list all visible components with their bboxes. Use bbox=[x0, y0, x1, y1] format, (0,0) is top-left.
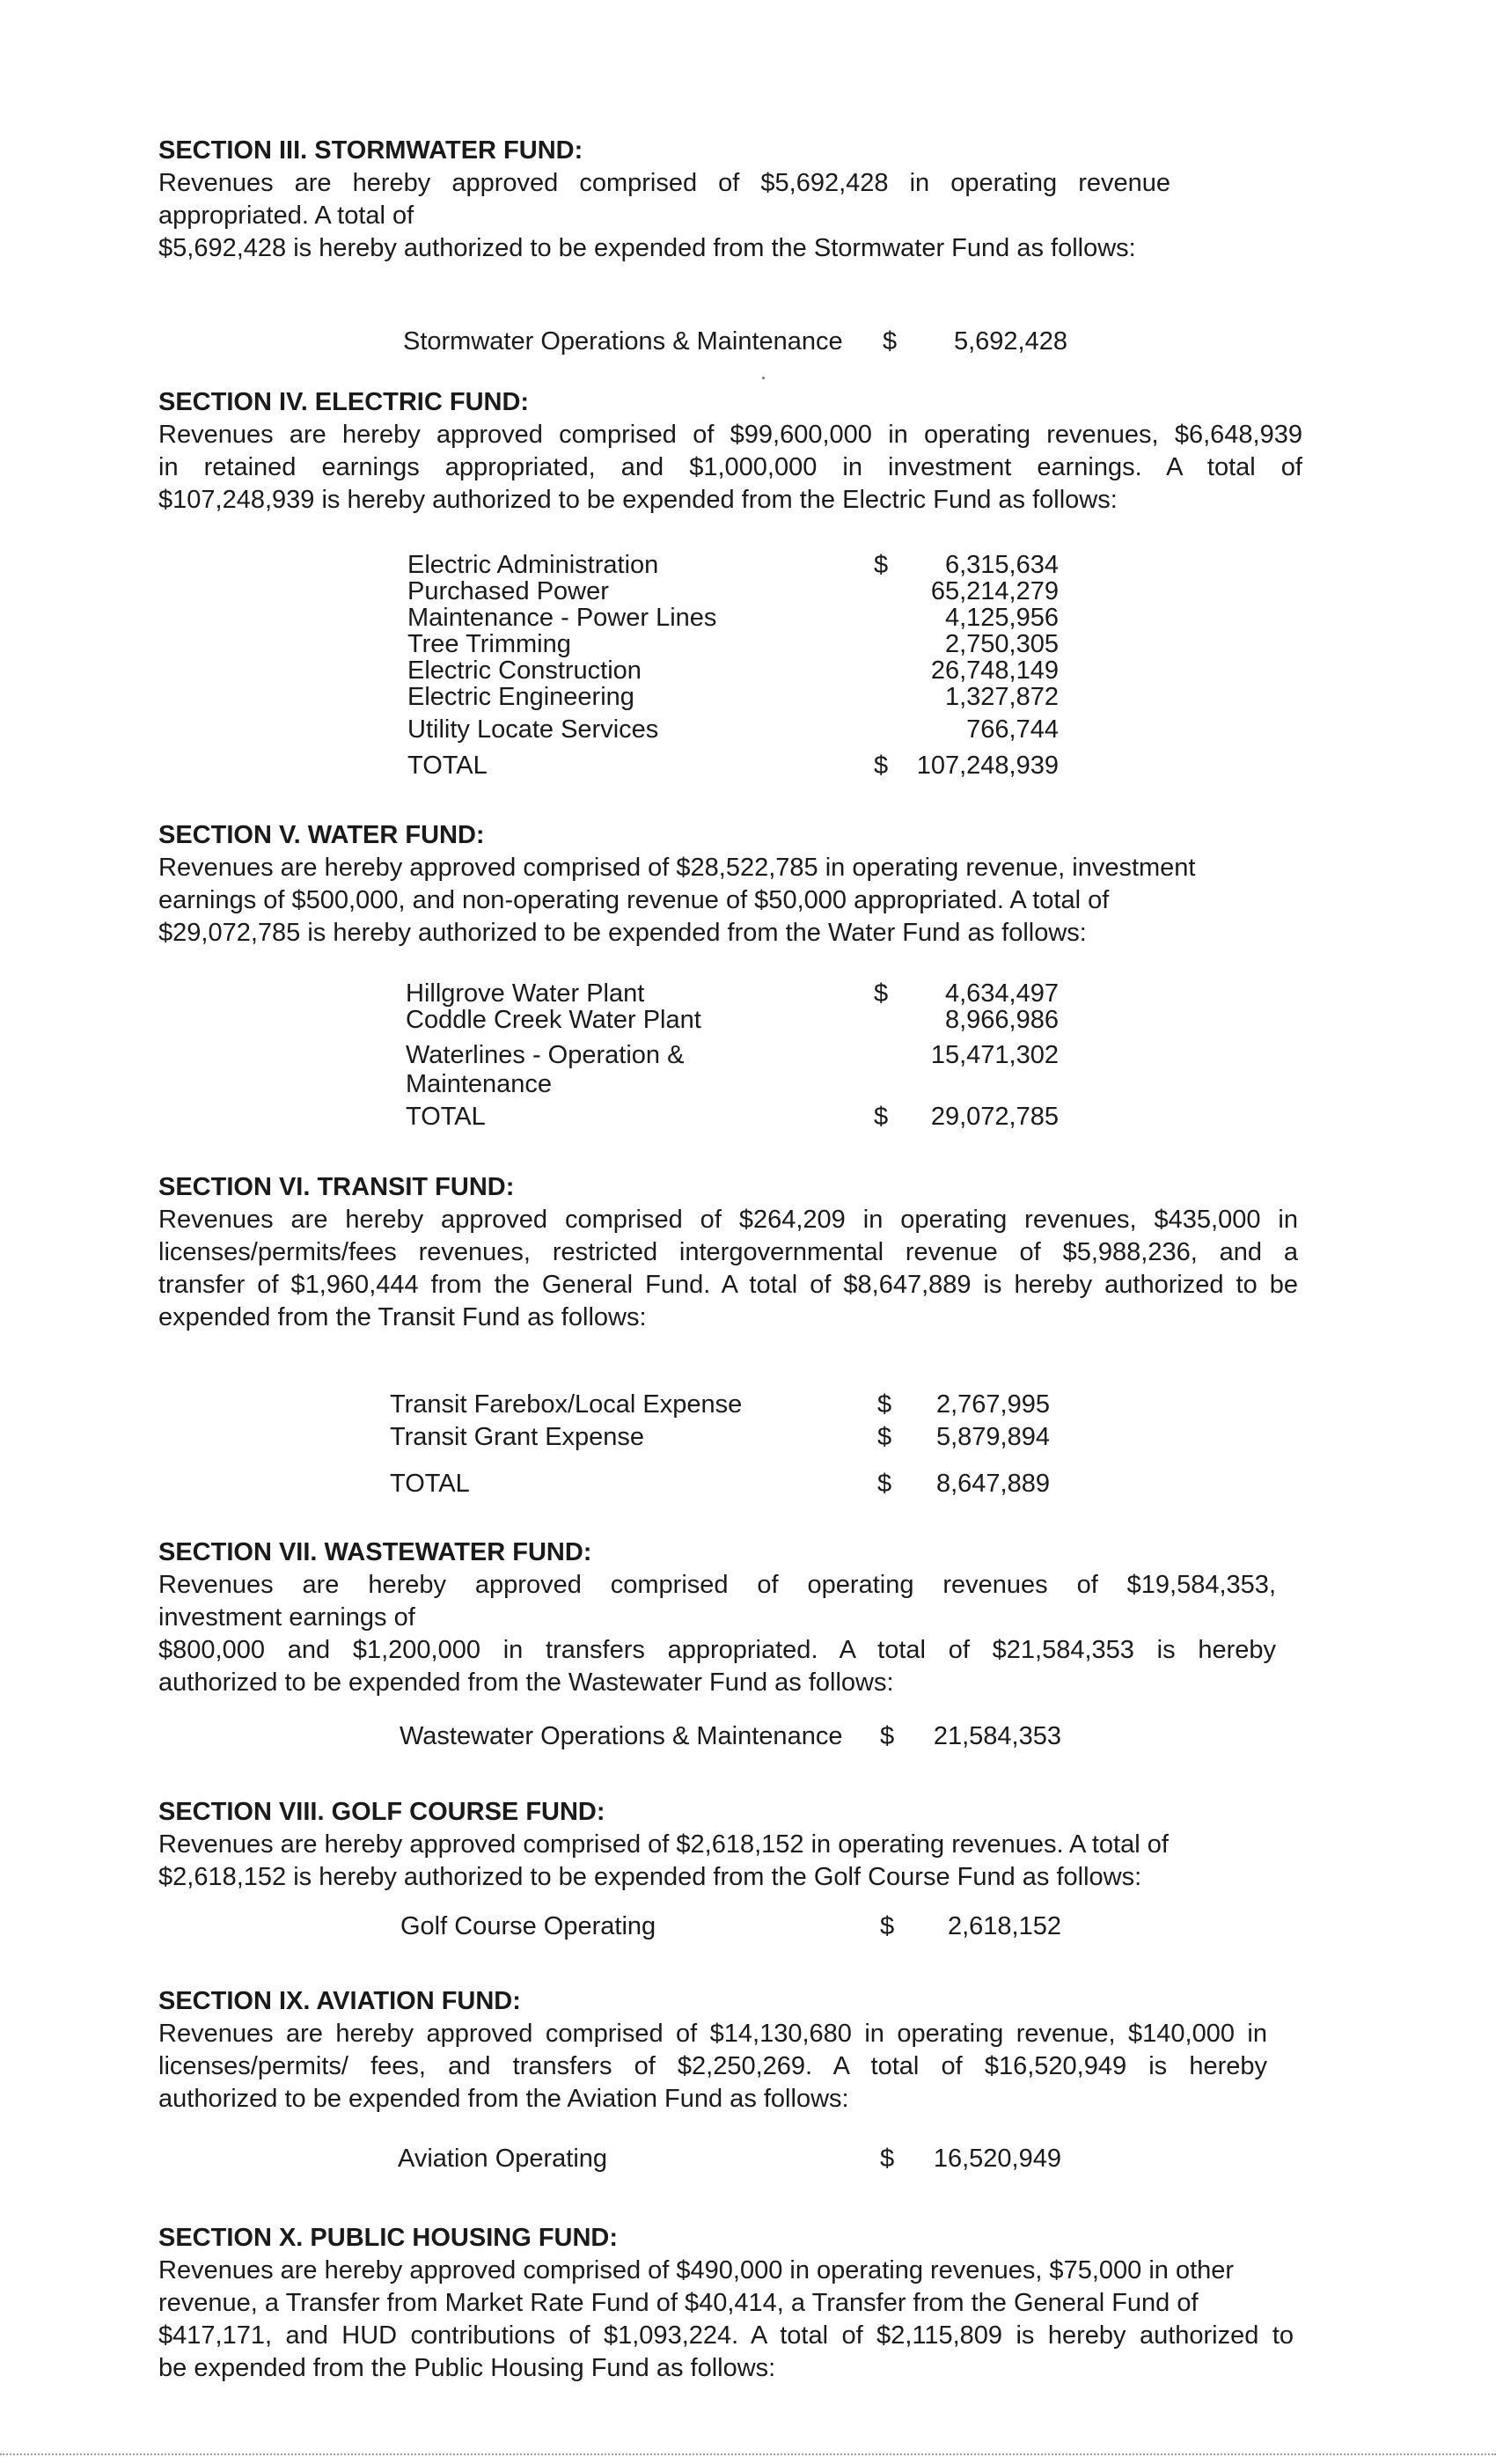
line-item-row bbox=[406, 1006, 1059, 1036]
currency-symbol: $ bbox=[880, 1722, 895, 1750]
line-item-label: Coddle Creek Water Plant bbox=[406, 1006, 701, 1034]
line-item-label: Electric Construction bbox=[407, 656, 642, 685]
paragraph-line: $417,171, and HUD contributions of $1,093,224. A total of $2,115,809 is hereby authorized to bbox=[158, 2321, 1294, 2350]
line-item-amount: 4,125,956 bbox=[944, 604, 1059, 632]
line-item-label: Purchased Power bbox=[407, 577, 609, 605]
paragraph-line: appropriated. A total of bbox=[158, 202, 414, 230]
line-item-row bbox=[400, 1912, 1061, 1942]
paragraph-line: Revenues are hereby approved comprised of $5,692,428 in operating revenue bbox=[158, 169, 1170, 197]
line-item-label: Tree Trimming bbox=[407, 630, 571, 658]
paragraph-line: Revenues are hereby approved comprised of $28,522,785 in operating revenue, investment bbox=[158, 854, 1196, 882]
line-item-label: Maintenance - Power Lines bbox=[407, 604, 717, 632]
line-item-label: Maintenance bbox=[406, 1070, 553, 1098]
paragraph-line: Revenues are hereby approved comprised of $14,130,680 in operating revenue, $140,000 in bbox=[158, 2020, 1267, 2048]
section-heading: SECTION V. WATER FUND: bbox=[158, 821, 485, 849]
currency-symbol: $ bbox=[874, 979, 889, 1008]
section-block bbox=[158, 385, 1302, 517]
paragraph-line: investment earnings of bbox=[158, 1603, 415, 1632]
line-item-row bbox=[407, 656, 1059, 686]
paragraph-line: expended from the Transit Fund as follows: bbox=[158, 1303, 647, 1331]
currency-symbol: $ bbox=[877, 1423, 892, 1451]
paragraph-line: be expended from the Public Housing Fund as follows: bbox=[158, 2354, 776, 2382]
paragraph-line: $2,618,152 is hereby authorized to be expended from the Golf Course Fund as follows: bbox=[158, 1863, 1142, 1891]
line-item-amount: 8,647,889 bbox=[935, 1470, 1050, 1498]
line-item-label: Golf Course Operating bbox=[400, 1912, 656, 1940]
currency-symbol: $ bbox=[877, 1390, 892, 1419]
paragraph-line: $29,072,785 is hereby authorized to be expended from the Water Fund as follows: bbox=[158, 919, 1087, 947]
section-heading: SECTION III. STORMWATER FUND: bbox=[158, 136, 583, 165]
line-item-amount: 107,248,939 bbox=[916, 752, 1059, 780]
section-block bbox=[158, 818, 1250, 950]
currency-symbol: $ bbox=[883, 327, 898, 356]
line-item-label: Transit Farebox/Local Expense bbox=[390, 1390, 743, 1419]
line-item-label: Electric Engineering bbox=[407, 683, 634, 711]
line-item-row bbox=[407, 577, 1059, 607]
line-item-amount: 1,327,872 bbox=[944, 683, 1059, 711]
line-item-row bbox=[390, 1390, 1050, 1420]
section-block bbox=[158, 1536, 1276, 1699]
currency-symbol: $ bbox=[874, 752, 889, 780]
line-item-row bbox=[403, 327, 1067, 357]
section-paragraph bbox=[158, 2255, 1294, 2385]
currency-symbol: $ bbox=[874, 551, 889, 579]
line-item-amount: 26,748,149 bbox=[930, 656, 1059, 685]
line-item-row bbox=[400, 1722, 1061, 1752]
line-item-label: TOTAL bbox=[407, 752, 488, 780]
line-item-row bbox=[407, 604, 1059, 634]
line-item-label: Waterlines - Operation & bbox=[406, 1041, 685, 1069]
section-block bbox=[158, 1984, 1267, 2116]
section-paragraph bbox=[158, 2018, 1267, 2116]
line-item-amount: 16,520,949 bbox=[933, 2145, 1061, 2173]
paragraph-line: $107,248,939 is hereby authorized to be expended from the Electric Fund as follows: bbox=[158, 486, 1118, 514]
paragraph-line: in retained earnings appropriated, and $1,000,000 in investment earnings. A total of bbox=[158, 453, 1302, 481]
line-item-amount: 2,750,305 bbox=[944, 630, 1059, 658]
paragraph-line: $800,000 and $1,200,000 in transfers appropriated. A total of $21,584,353 is hereby bbox=[158, 1636, 1276, 1664]
line-item-row bbox=[406, 1070, 1059, 1100]
section-block bbox=[158, 134, 1170, 265]
paragraph-line: authorized to be expended from the Aviation Fund as follows: bbox=[158, 2085, 849, 2113]
section-paragraph bbox=[158, 419, 1302, 517]
line-item-row bbox=[406, 979, 1059, 1009]
line-item-row bbox=[390, 1423, 1050, 1453]
line-item-label: Aviation Operating bbox=[398, 2145, 608, 2173]
line-item-amount: 29,072,785 bbox=[930, 1103, 1059, 1131]
paragraph-line: Revenues are hereby approved comprised of $264,209 in operating revenues, $435,000 in bbox=[158, 1206, 1298, 1234]
paragraph-line: earnings of $500,000, and non-operating revenue of $50,000 appropriated. A total of bbox=[158, 886, 1110, 914]
total-row bbox=[390, 1470, 1050, 1500]
paragraph-line: authorized to be expended from the Wastewater Fund as follows: bbox=[158, 1668, 894, 1697]
line-item-row bbox=[407, 630, 1059, 660]
currency-symbol: $ bbox=[880, 2145, 895, 2173]
paragraph-line: Revenues are hereby approved comprised of operating revenues of $19,584,353, bbox=[158, 1571, 1276, 1599]
section-block bbox=[158, 2221, 1294, 2385]
line-item-label: Stormwater Operations & Maintenance bbox=[403, 327, 843, 356]
scan-speck bbox=[762, 377, 765, 379]
line-item-amount: 2,767,995 bbox=[935, 1390, 1050, 1419]
line-item-amount: 6,315,634 bbox=[944, 551, 1059, 579]
line-item-label: TOTAL bbox=[390, 1470, 470, 1498]
section-heading: SECTION VIII. GOLF COURSE FUND: bbox=[158, 1798, 605, 1826]
page-bottom-rule bbox=[0, 2453, 1496, 2455]
section-paragraph bbox=[158, 167, 1170, 265]
paragraph-line: $5,692,428 is hereby authorized to be expended from the Stormwater Fund as follows: bbox=[158, 234, 1136, 262]
line-item-amount: 2,618,152 bbox=[947, 1912, 1061, 1940]
line-item-row bbox=[398, 2145, 1061, 2174]
line-item-label: Utility Locate Services bbox=[407, 715, 659, 744]
currency-symbol: $ bbox=[874, 1103, 889, 1131]
line-item-row bbox=[407, 551, 1059, 581]
section-block bbox=[158, 1795, 1241, 1894]
line-item-amount: 4,634,497 bbox=[944, 979, 1059, 1008]
section-heading: SECTION IX. AVIATION FUND: bbox=[158, 1987, 521, 2015]
section-heading: SECTION X. PUBLIC HOUSING FUND: bbox=[158, 2224, 619, 2252]
currency-symbol: $ bbox=[877, 1470, 892, 1498]
paragraph-line: transfer of $1,960,444 from the General Fund. A total of $8,647,889 is hereby authorized to be bbox=[158, 1271, 1298, 1299]
line-item-amount: 65,214,279 bbox=[930, 577, 1059, 605]
total-row bbox=[406, 1103, 1059, 1133]
line-item-label: Hillgrove Water Plant bbox=[406, 979, 645, 1008]
paragraph-line: Revenues are hereby approved comprised of $2,618,152 in operating revenues. A total of bbox=[158, 1830, 1169, 1859]
line-item-amount: 766,744 bbox=[966, 715, 1059, 744]
section-heading: SECTION IV. ELECTRIC FUND: bbox=[158, 388, 530, 416]
paragraph-line: Revenues are hereby approved comprised of $490,000 in operating revenues, $75,000 in other bbox=[158, 2256, 1235, 2284]
line-item-label: Wastewater Operations & Maintenance bbox=[400, 1722, 843, 1750]
paragraph-line: revenue, a Transfer from Market Rate Fund of $40,414, a Transfer from the General Fund of bbox=[158, 2289, 1199, 2317]
line-item-amount: 5,879,894 bbox=[935, 1423, 1050, 1451]
section-heading: SECTION VI. TRANSIT FUND: bbox=[158, 1173, 515, 1201]
line-item-label: Electric Administration bbox=[407, 551, 659, 579]
line-item-row bbox=[406, 1041, 1059, 1071]
section-heading: SECTION VII. WASTEWATER FUND: bbox=[158, 1538, 592, 1566]
paragraph-line: licenses/permits/fees revenues, restricted intergovernmental revenue of $5,988,236, and a bbox=[158, 1238, 1298, 1266]
line-item-label: Transit Grant Expense bbox=[390, 1423, 645, 1451]
currency-symbol: $ bbox=[880, 1912, 895, 1940]
total-row bbox=[407, 752, 1059, 781]
section-paragraph bbox=[158, 1829, 1241, 1894]
paragraph-line: Revenues are hereby approved comprised of $99,600,000 in operating revenues, $6,648,939 bbox=[158, 421, 1302, 449]
line-item-amount: 15,471,302 bbox=[930, 1041, 1059, 1069]
paragraph-line: licenses/permits/ fees, and transfers of $2,250,269. A total of $16,520,949 is hereby bbox=[158, 2052, 1267, 2080]
section-block bbox=[158, 1170, 1298, 1334]
line-item-amount: 5,692,428 bbox=[953, 327, 1067, 356]
section-paragraph bbox=[158, 852, 1250, 950]
line-item-label: TOTAL bbox=[406, 1103, 486, 1131]
section-paragraph bbox=[158, 1204, 1298, 1334]
section-paragraph bbox=[158, 1569, 1276, 1699]
line-item-amount: 8,966,986 bbox=[944, 1006, 1059, 1034]
line-item-amount: 21,584,353 bbox=[933, 1722, 1061, 1750]
line-item-row bbox=[407, 715, 1059, 745]
line-item-row bbox=[407, 683, 1059, 713]
